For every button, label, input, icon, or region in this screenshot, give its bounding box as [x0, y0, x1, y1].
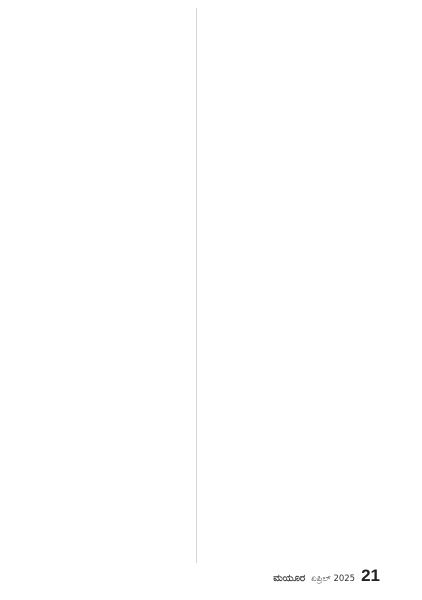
column-divider — [196, 8, 197, 563]
issue-date: ಏಪ್ರಿಲ್ 2025 — [311, 574, 356, 584]
page-number: 21 — [361, 566, 380, 585]
article-column-right — [204, 8, 378, 563]
page-footer — [273, 567, 380, 584]
magazine-title: ಮಯೂರ — [273, 573, 306, 584]
article-column-left — [44, 8, 218, 563]
